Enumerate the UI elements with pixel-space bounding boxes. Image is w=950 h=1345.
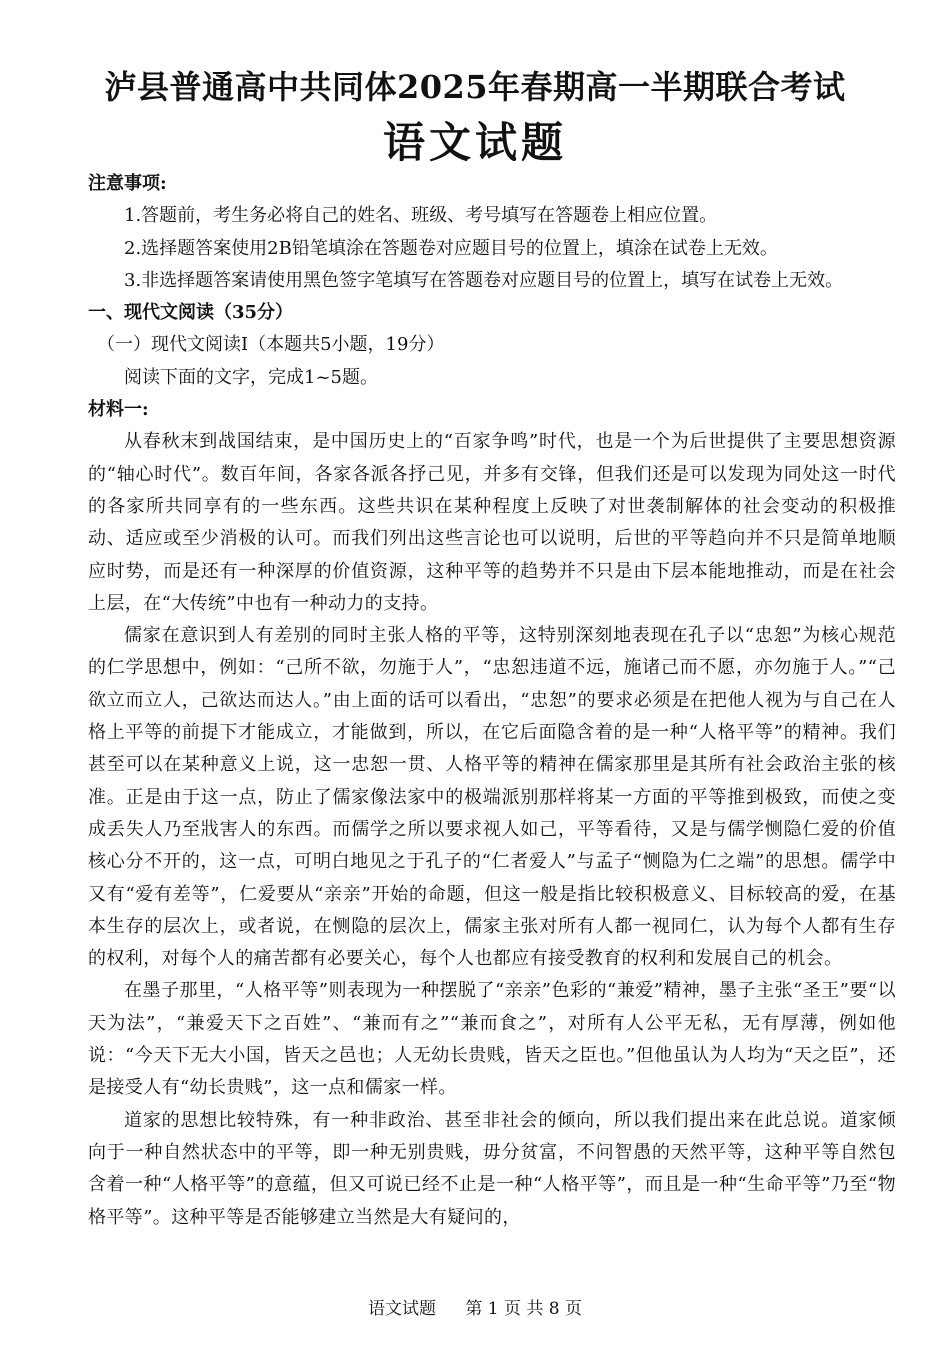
reading-instruction: 阅读下面的文字，完成1~5题。 <box>124 366 378 388</box>
note-item: 2.选择题答案使用2B铅笔填涂在答题卷对应题目号的位置上，填涂在试卷上无效。 <box>124 237 778 259</box>
material-paragraph: 在墨子那里，“人格平等”则表现为一种摆脱了“亲亲”色彩的“兼爱”精神，墨子主张“圣王”要“以天为法”，“兼爱天下之百姓”、“兼而有之”“兼而食之”，对所有人公平无私，无有厚薄，例如他说：“今天下无大小国，皆天之邑也；人无幼长贵贱，皆天之臣也。”但他虽认为人均为“天之臣”，还是接受人有“幼长贵贱”，这一点和儒家一样。 <box>88 980 896 1099</box>
notes-heading: 注意事项: <box>88 173 167 194</box>
material-label: 材料一: <box>88 399 149 421</box>
exam-body <box>88 168 896 1234</box>
page-footer <box>0 1294 950 1319</box>
exam-title: 泸县普通高中共同体2025年春期高一半期联合考试 <box>104 68 846 106</box>
note-item: 1.答题前，考生务必将自己的姓名、班级、考号填写在答题卷上相应位置。 <box>124 205 718 227</box>
material-paragraph: 道家的思想比较特殊，有一种非政治、甚至非社会的倾向，所以我们提出来在此总说。道家倾向于一种自然状态中的平等，即一种无别贵贱，毋分贫富，不问智愚的天然平等，这种平等自然包含着一种“人格平等”的意蕴，但又可说已经不止是一种“人格平等”，而且是一种“生命平等”乃至“物格平等”。这种平等是否能够建立当然是大有疑问的， <box>88 1109 896 1228</box>
footer-label: 语文试题 <box>367 1299 436 1319</box>
exam-subtitle: 语文试题 <box>382 118 567 167</box>
material-paragraph: 从春秋末到战国结束，是中国历史上的“百家争鸣”时代，也是一个为后世提供了主要思想资源的“轴心时代”。数百年间，各家各派各抒己见，并多有交锋，但我们还是可以发现为同处这一时代的各家所共同享有的一些东西。这些共识在某种程度上反映了对世袭制解体的社会变动的积极推动、适应或至少消极的认可。而我们列出这些言论也可以说明，后世的平等趋向并不只是简单地顺应时势，而是还有一种深厚的价值资源，这种平等的趋势并不只是由下层本能地推动，而是在社会上层，在“大传统”中也有一种动力的支持。 <box>88 431 896 614</box>
material-paragraph: 儒家在意识到人有差别的同时主张人格的平等，这特别深刻地表现在孔子以“忠恕”为核心规范的仁学思想中，例如：“己所不欲，勿施于人”，“忠恕违道不远，施诸己而不愿，亦勿施于人。”“己欲立而立人，己欲达而达人。”由上面的话可以看出，“忠恕”的要求必须是在把他人视为与自己在人格上平等的前提下才能成立，才能做到，所以，在它后面隐含着的是一种“人格平等”的精神。我们甚至可以在某种意义上说，这一忠恕一贯、人格平等的精神在儒家那里是其所有社会政治主张的核准。正是由于这一点，防止了儒家像法家中的极端派别那样将某一方面的平等推到极致，而使之变成丢失人乃至戕害人的东西。而儒学之所以要求视人如己，平等看待，又是与儒学恻隐仁爱的价值核心分不开的，这一点，可明白地见之于孔子的“仁者爱人”与孟子“恻隐为仁之端”的思想。儒学中又有“爱有差等”，仁爱要从“亲亲”开始的命题，但这一般是指比较积极意义、目标较高的爱，在基本生存的层次上，或者说，在恻隐的层次上，儒家主张对所有人都一视同仁，认为每个人都有生存的权利，对每个人的痛苦都有必要关心，每个人也都应有接受教育的权利和发展自己的机会。 <box>88 625 896 970</box>
page-number: 第 1 页 共 8 页 <box>465 1299 583 1319</box>
subsection-heading: （一）现代文阅读Ⅰ（本题共5小题，19分） <box>97 334 445 356</box>
section-heading: 一、现代文阅读（35分） <box>88 302 294 324</box>
note-item: 3.非选择题答案请使用黑色签字笔填写在答题卷对应题目号的位置上，填写在试卷上无效。 <box>124 269 844 291</box>
